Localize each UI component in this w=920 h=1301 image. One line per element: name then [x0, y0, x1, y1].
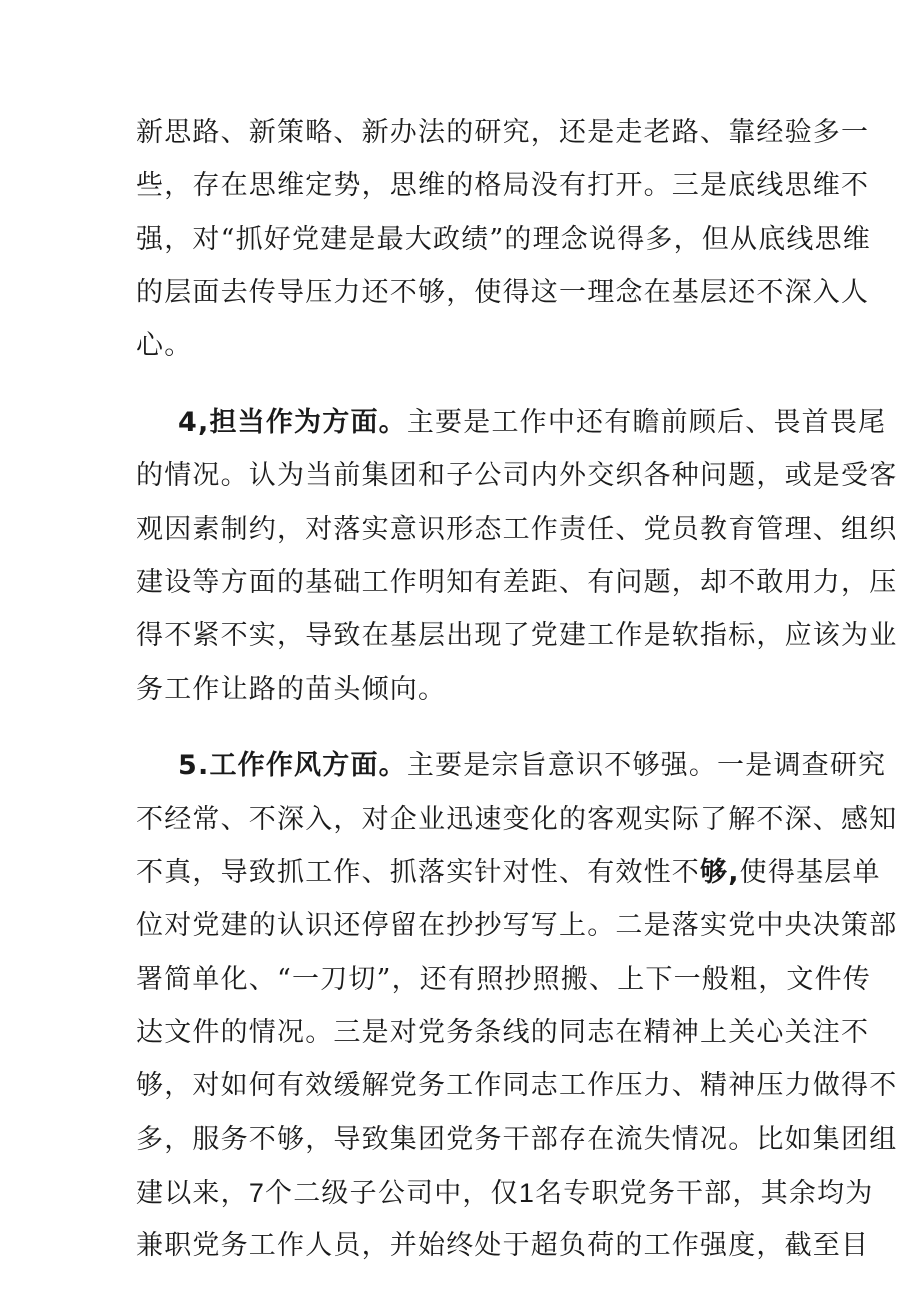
- paragraph-3-line-1: [178, 750, 887, 782]
- paragraph-3-line-3-text-b: 使得基层单: [739, 857, 881, 888]
- paragraph-3-line-1-text: 主要是宗旨意识不够强。一是调查研究: [406, 750, 887, 781]
- paragraph-1-line-2: 些，存在思维定势，思维的格局没有打开。三是底线思维不: [136, 170, 870, 201]
- paragraph-3-line-3-bold: 够,: [700, 857, 740, 888]
- paragraph-1-line-1: 新思路、新策略、新办法的研究，还是走老路、靠经验多一: [136, 117, 870, 148]
- paragraph-3-line-3: [136, 857, 881, 889]
- section-4-heading: 4,担当作为方面。: [178, 407, 407, 438]
- paragraph-3-line-8: 多，服务不够，导致集团党务干部存在流失情况。比如集团组: [136, 1124, 898, 1155]
- paragraph-3-line-2: 不经常、不深入，对企业迅速变化的客观实际了解不深、感知: [136, 804, 898, 835]
- section-5-heading: 5.工作作风方面。: [178, 750, 407, 781]
- paragraph-3-line-9-text-c: 名专职党务干部，其余均为: [535, 1178, 874, 1209]
- paragraph-2-line-4: 建设等方面的基础工作明知有差距、有问题，却不敢用力，压: [136, 567, 898, 598]
- paragraph-2-line-6: 务工作让路的苗头倾向。: [136, 674, 447, 705]
- paragraph-3-line-4: 位对党建的认识还停留在抄抄写写上。二是落实党中央决策部: [136, 910, 898, 941]
- paragraph-1-line-3: 强，对“抓好党建是最大政绩”的理念说得多，但从底线思维: [136, 224, 872, 255]
- paragraph-2-line-1-text: 主要是工作中还有瞻前顾后、畏首畏尾: [406, 407, 887, 438]
- paragraph-2-line-5: 得不紧不实，导致在基层出现了党建工作是软指标，应该为业: [136, 620, 898, 651]
- count-fulltime-staff: 1: [518, 1178, 536, 1208]
- paragraph-1-line-5: 心。: [136, 330, 193, 361]
- paragraph-3-line-6: 达文件的情况。三是对党务条线的同志在精神上关心关注不: [136, 1017, 870, 1048]
- paragraph-2-line-3: 观因素制约，对落实意识形态工作责任、党员教育管理、组织: [136, 514, 898, 545]
- paragraph-3-line-9-text-b: 个二级子公司中，仅: [265, 1178, 519, 1209]
- paragraph-2-line-2: 的情况。认为当前集团和子公司内外交织各种问题，或是受客: [136, 460, 898, 491]
- paragraph-3-line-3-text-a: 不真，导致抓工作、抓落实针对性、有效性不: [136, 857, 700, 888]
- paragraph-2-line-1: [178, 407, 887, 439]
- paragraph-3-line-9-text-a: 建以来，: [136, 1178, 249, 1209]
- paragraph-3-line-5: 署简单化、“一刀切”，还有照抄照搬、上下一般粗，文件传: [136, 964, 872, 995]
- count-subsidiaries: 7: [248, 1178, 266, 1208]
- paragraph-3-line-7: 够，对如何有效缓解党务工作同志工作压力、精神压力做得不: [136, 1070, 898, 1101]
- paragraph-3-line-9: [136, 1177, 874, 1210]
- paragraph-3-line-10: 兼职党务工作人员，并始终处于超负荷的工作强度，截至目: [136, 1230, 870, 1261]
- paragraph-1-line-4: 的层面去传导压力还不够，使得这一理念在基层还不深入人: [136, 277, 870, 308]
